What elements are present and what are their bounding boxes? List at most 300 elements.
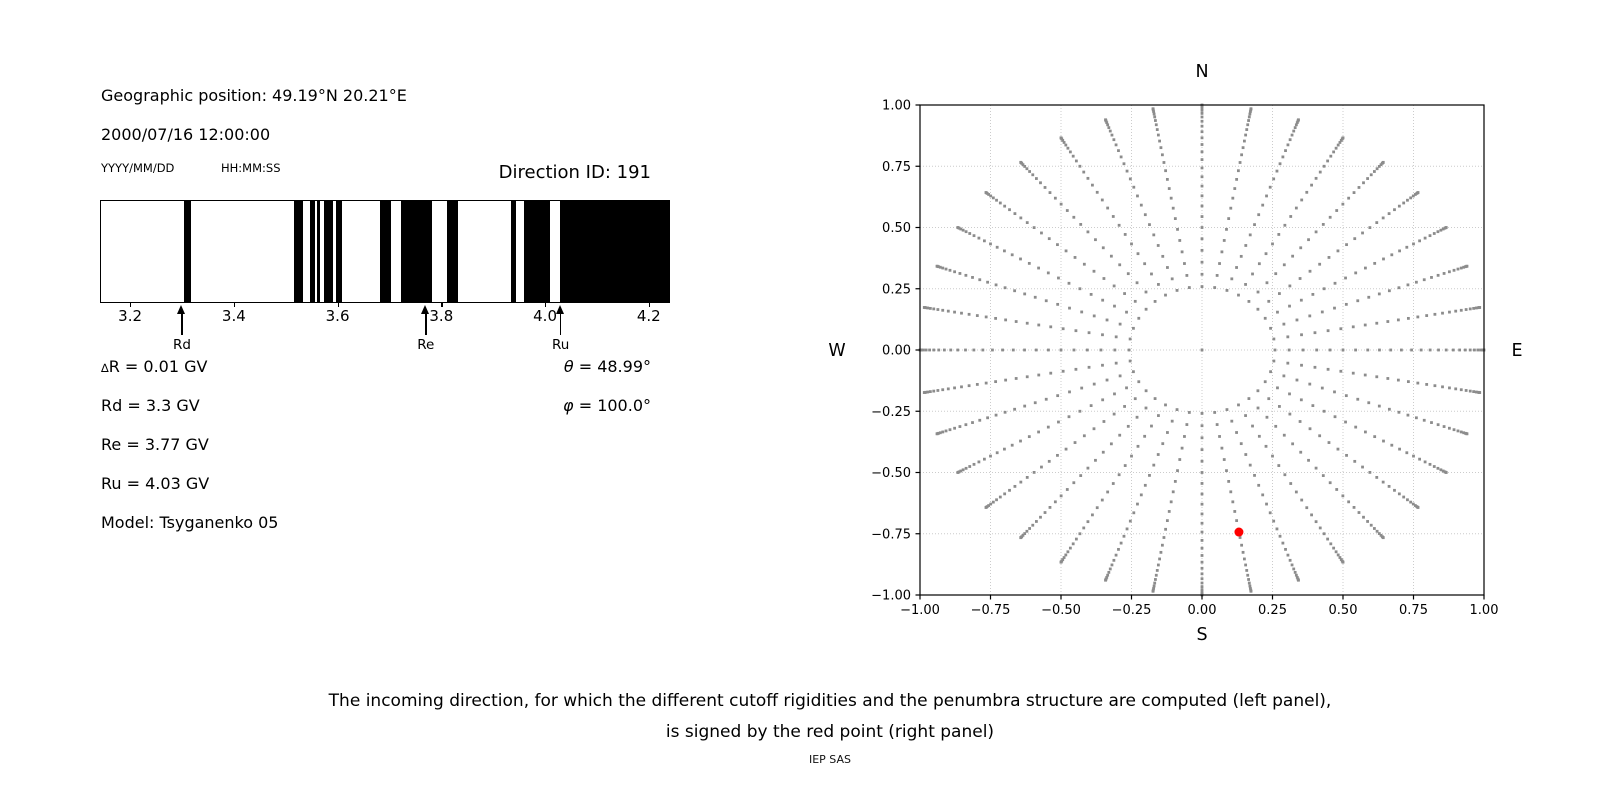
direction-dot xyxy=(1004,379,1007,382)
direction-dot xyxy=(1473,349,1476,352)
figure-caption xyxy=(60,686,1600,748)
rd-line: Rd = 3.3 GV xyxy=(101,396,200,415)
direction-dot xyxy=(1218,262,1221,265)
direction-dot xyxy=(1333,390,1336,393)
direction-dot xyxy=(1048,460,1051,463)
direction-dot xyxy=(1201,143,1204,146)
direction-dot xyxy=(1126,528,1129,531)
direction-dot xyxy=(1037,267,1040,270)
y-tick-label: 1.00 xyxy=(882,98,911,114)
direction-dot xyxy=(1390,444,1393,447)
direction-dot xyxy=(1201,582,1204,585)
direction-dot xyxy=(1201,194,1204,197)
direction-dot xyxy=(1390,253,1393,256)
direction-dot xyxy=(1143,262,1146,265)
direction-dot xyxy=(1345,243,1348,246)
direction-dot xyxy=(1201,285,1204,288)
direction-dot xyxy=(1353,506,1356,509)
direction-dot xyxy=(1040,466,1043,469)
direction-dot xyxy=(1237,404,1240,407)
direction-dot xyxy=(1124,233,1127,236)
direction-dot xyxy=(1265,252,1268,255)
direction-dot xyxy=(1327,368,1330,371)
direction-dot xyxy=(978,278,981,281)
y-tick-label: 0.00 xyxy=(882,343,911,359)
direction-dot xyxy=(995,199,998,202)
direction-dot xyxy=(1132,511,1135,514)
direction-dot xyxy=(1026,375,1029,378)
direction-dot xyxy=(1416,382,1419,385)
compass-label-north: N xyxy=(1195,62,1209,82)
direction-dot xyxy=(1231,197,1234,200)
y-tick-label: −0.50 xyxy=(871,466,911,481)
direction-dot xyxy=(1037,324,1040,327)
direction-dot xyxy=(1245,569,1248,572)
arrow-stem xyxy=(425,313,427,335)
direction-dot xyxy=(1406,498,1409,501)
caption-line2: is signed by the red point (right panel) xyxy=(665,722,995,742)
direction-dot xyxy=(1291,564,1294,567)
re-line: Re = 3.77 GV xyxy=(101,435,209,454)
direction-dot xyxy=(1075,329,1078,332)
direction-dot xyxy=(1434,384,1437,387)
direction-dot xyxy=(1415,416,1418,419)
direction-dot xyxy=(1072,542,1075,545)
direction-dot xyxy=(1257,484,1260,487)
direction-dot xyxy=(953,427,956,430)
direction-dot xyxy=(1323,532,1326,535)
direction-dot xyxy=(1361,466,1364,469)
direction-dot xyxy=(1257,407,1260,410)
direction-dot xyxy=(1226,408,1229,411)
direction-dot xyxy=(1472,307,1475,310)
direction-dot xyxy=(1110,255,1113,258)
forbidden-band xyxy=(447,201,458,302)
direction-dot xyxy=(1272,360,1275,363)
direction-dot xyxy=(1113,285,1116,288)
direction-dot xyxy=(953,270,956,273)
direction-dot xyxy=(1261,493,1264,496)
direction-dot xyxy=(1087,467,1090,470)
direction-dot xyxy=(1101,199,1104,202)
direction-dot xyxy=(1460,388,1463,391)
direction-dot xyxy=(1060,136,1063,139)
credit-text: IEP SAS xyxy=(808,753,852,766)
direction-dot xyxy=(1201,261,1204,264)
direction-dot xyxy=(1274,272,1277,275)
direction-dot xyxy=(1100,349,1103,352)
forbidden-band xyxy=(401,201,433,302)
direction-dot xyxy=(1295,207,1298,210)
direction-dot xyxy=(1023,293,1026,296)
forbidden-band xyxy=(184,201,191,302)
direction-dot xyxy=(1161,255,1164,258)
direction-dot xyxy=(1476,349,1479,352)
direction-dot xyxy=(1201,554,1204,557)
direction-dot xyxy=(925,349,928,352)
direction-dot xyxy=(1292,130,1295,133)
direction-dot xyxy=(1221,447,1224,450)
direction-dot xyxy=(1277,464,1280,467)
direction-dot xyxy=(1031,524,1034,527)
direction-dot xyxy=(1448,311,1451,314)
direction-dot xyxy=(1136,503,1139,506)
direction-dot xyxy=(1160,551,1163,554)
direction-dot xyxy=(1154,119,1157,122)
direction-dot xyxy=(1145,308,1148,311)
direction-dot xyxy=(1407,414,1410,417)
direction-dot xyxy=(964,349,967,352)
direction-dot xyxy=(1088,366,1091,369)
direction-dot xyxy=(1176,408,1179,411)
direction-dot xyxy=(1069,547,1072,550)
direction-dot xyxy=(1327,329,1330,332)
direction-dot xyxy=(1047,349,1050,352)
direction-dot xyxy=(1353,237,1356,240)
direction-dot xyxy=(968,465,971,468)
direction-dot xyxy=(1237,169,1240,172)
direction-dot xyxy=(1201,503,1204,506)
penumbra-tick-label: 4.0 xyxy=(533,307,557,325)
direction-dot xyxy=(1227,217,1230,220)
direction-dot xyxy=(1243,558,1246,561)
direction-dot xyxy=(1373,527,1376,530)
direction-dot xyxy=(1019,217,1022,220)
direction-dot xyxy=(1345,303,1348,306)
direction-dot xyxy=(1441,385,1444,388)
direction-dot xyxy=(1087,230,1090,233)
direction-dot xyxy=(1397,319,1400,322)
direction-dot xyxy=(1274,349,1277,352)
penumbra-bands xyxy=(101,201,669,302)
direction-dot xyxy=(941,431,944,434)
direction-dot xyxy=(1008,208,1011,211)
direction-dot xyxy=(1201,471,1204,474)
direction-dot xyxy=(977,461,980,464)
direction-dot xyxy=(1082,171,1085,174)
forbidden-band xyxy=(560,201,669,302)
direction-dot xyxy=(1445,471,1448,474)
direction-dot xyxy=(1386,320,1389,323)
direction-dot xyxy=(992,196,995,199)
direction-dot xyxy=(1161,442,1164,445)
direction-dot xyxy=(1248,300,1251,303)
direction-dot xyxy=(1201,561,1204,564)
forbidden-band xyxy=(336,201,341,302)
direction-dot xyxy=(1425,314,1428,317)
direction-dot xyxy=(1201,215,1204,218)
direction-dot xyxy=(1257,308,1260,311)
direction-dot xyxy=(1436,230,1439,233)
direction-dot xyxy=(1201,585,1204,588)
direction-dot xyxy=(1093,427,1096,430)
direction-dot xyxy=(1166,266,1169,269)
direction-dot xyxy=(1297,579,1300,582)
direction-dot xyxy=(1172,207,1175,210)
direction-dot xyxy=(964,423,967,426)
direction-dot xyxy=(1309,270,1312,273)
y-tick-label: 0.25 xyxy=(882,282,911,298)
direction-dot xyxy=(1028,170,1031,173)
direction-dot xyxy=(1201,539,1204,542)
direction-dot xyxy=(1281,156,1284,159)
direction-dot xyxy=(1123,535,1126,538)
direction-dot xyxy=(1445,349,1448,352)
direction-dot xyxy=(1245,128,1248,131)
direction-dot xyxy=(1258,262,1261,265)
direction-dot xyxy=(1378,349,1381,352)
direction-dot xyxy=(1244,564,1247,567)
direction-dot xyxy=(1011,444,1014,447)
direction-dot xyxy=(1464,349,1467,352)
direction-dot xyxy=(964,274,967,277)
direction-dot xyxy=(1267,300,1270,303)
direction-dot xyxy=(1244,244,1247,247)
direction-dot xyxy=(1344,421,1347,424)
direction-dot xyxy=(1326,538,1329,541)
x-tick-label: 0.75 xyxy=(1399,603,1428,618)
direction-dot xyxy=(1240,442,1243,445)
phi-line xyxy=(450,396,651,415)
direction-dot xyxy=(1226,289,1229,292)
direction-dot xyxy=(1402,496,1405,499)
direction-dot xyxy=(1174,217,1177,220)
direction-dot xyxy=(1107,126,1110,129)
direction-dot xyxy=(1026,476,1029,479)
direction-dot xyxy=(1300,299,1303,302)
direction-dot xyxy=(1362,181,1365,184)
direction-dot xyxy=(1382,440,1385,443)
direction-dot xyxy=(1289,482,1292,485)
compass-label-east: E xyxy=(1511,341,1523,361)
direction-dot xyxy=(977,237,980,240)
direction-dot xyxy=(1284,548,1287,551)
direction-dot xyxy=(1056,454,1059,457)
x-tick-label: 0.25 xyxy=(1258,603,1287,618)
marker-label: Ru xyxy=(551,337,570,353)
direction-dot xyxy=(1402,202,1405,205)
direction-dot xyxy=(1096,506,1099,509)
direction-dot xyxy=(1378,293,1381,296)
direction-dot xyxy=(1315,230,1318,233)
direction-dot xyxy=(1102,451,1105,454)
direction-dot xyxy=(1154,578,1157,581)
direction-dot xyxy=(1104,118,1107,121)
direction-dot xyxy=(1003,249,1006,252)
direction-dot xyxy=(1044,511,1047,514)
direction-dot xyxy=(1364,324,1367,327)
direction-dot xyxy=(1230,420,1233,423)
direction-dot xyxy=(1144,213,1147,216)
direction-dot xyxy=(1049,506,1052,509)
direction-dot xyxy=(1033,471,1036,474)
direction-dot xyxy=(1164,169,1167,172)
direction-dot xyxy=(1014,485,1017,488)
direction-dot xyxy=(1406,199,1409,202)
direction-dot xyxy=(1253,223,1256,226)
y-tick-label: −1.00 xyxy=(871,588,911,604)
direction-dot xyxy=(1410,349,1413,352)
direction-dot xyxy=(1201,130,1204,133)
direction-dot xyxy=(1375,322,1378,325)
direction-dot xyxy=(1373,262,1376,265)
direction-dot xyxy=(1201,482,1204,485)
direction-dot xyxy=(1433,465,1436,468)
cutoff-parameters xyxy=(101,357,278,552)
direction-dot xyxy=(1276,311,1279,314)
direction-dot xyxy=(1028,527,1031,530)
direction-dot xyxy=(1166,519,1169,522)
direction-dot xyxy=(1049,191,1052,194)
direction-dot xyxy=(1035,520,1038,523)
direction-dot xyxy=(1276,170,1279,173)
direction-dot xyxy=(1132,186,1135,189)
direction-dot xyxy=(1057,277,1060,280)
direction-dot xyxy=(1037,374,1040,377)
direction-dot xyxy=(1201,436,1204,439)
direction-dot xyxy=(1235,431,1238,434)
direction-dot xyxy=(1332,547,1335,550)
direction-dot xyxy=(943,349,946,352)
direction-dot xyxy=(1436,467,1439,470)
direction-dot xyxy=(1161,153,1164,156)
arrow-stem xyxy=(560,313,562,335)
direction-dot xyxy=(1398,286,1401,289)
direction-dot xyxy=(1064,144,1067,147)
direction-dot xyxy=(1420,349,1423,352)
direction-dot xyxy=(1257,291,1260,294)
direction-dot xyxy=(1078,165,1081,168)
direction-dot xyxy=(1078,410,1081,413)
direction-dot xyxy=(1015,377,1018,380)
direction-dot xyxy=(1466,265,1469,268)
direction-dot xyxy=(956,226,959,229)
direction-dot xyxy=(1367,401,1370,404)
forbidden-band xyxy=(380,201,391,302)
direction-dot xyxy=(1155,123,1158,126)
direction-dot xyxy=(1382,217,1385,220)
direction-dot xyxy=(1310,184,1313,187)
direction-dot xyxy=(1314,331,1317,334)
direction-dot xyxy=(1307,459,1310,462)
direction-dot xyxy=(1423,278,1426,281)
direction-dot xyxy=(1080,311,1083,314)
direction-dot xyxy=(1405,451,1408,454)
direction-dot xyxy=(1188,411,1191,414)
direction-dot xyxy=(999,202,1002,205)
direction-dot xyxy=(1075,160,1078,163)
direction-dot xyxy=(1127,425,1130,428)
date-format-label: YYYY/MM/DD xyxy=(101,161,175,175)
compass-label-south: S xyxy=(1196,625,1208,645)
direction-dot xyxy=(1329,155,1332,158)
direction-dot xyxy=(960,312,963,315)
direction-dot xyxy=(1103,420,1106,423)
forbidden-band xyxy=(324,201,333,302)
direction-dot xyxy=(1130,243,1133,246)
direction-dot xyxy=(1323,165,1326,168)
direction-dot xyxy=(1201,567,1204,570)
direction-dot xyxy=(1157,453,1160,456)
direction-dot xyxy=(1309,427,1312,430)
direction-dot xyxy=(1019,481,1022,484)
direction-dot xyxy=(1424,237,1427,240)
direction-dot xyxy=(1416,316,1419,319)
direction-dot xyxy=(959,425,962,428)
direction-dot xyxy=(983,239,986,242)
direction-dot xyxy=(1044,186,1047,189)
direction-dot xyxy=(1458,349,1461,352)
direction-dot xyxy=(1039,181,1042,184)
direction-dot xyxy=(995,283,998,286)
direction-dot xyxy=(949,428,952,431)
direction-dot xyxy=(1315,467,1318,470)
direction-dot xyxy=(1019,161,1022,164)
direction-dot xyxy=(1087,177,1090,180)
direction-dot xyxy=(1028,435,1031,438)
direction-dot xyxy=(1264,380,1267,383)
delta-value: R = 0.01 GV xyxy=(108,357,208,376)
direction-dot xyxy=(1233,510,1236,513)
direction-dot xyxy=(1429,349,1432,352)
direction-dot xyxy=(1271,243,1274,246)
direction-dot xyxy=(1136,281,1139,284)
direction-dot xyxy=(1353,191,1356,194)
direction-dot xyxy=(1117,548,1120,551)
direction-dot xyxy=(1176,289,1179,292)
direction-dot xyxy=(1019,258,1022,261)
direction-dot xyxy=(1443,425,1446,428)
direction-dot xyxy=(1364,431,1367,434)
direction-dot xyxy=(981,349,984,352)
direction-dot xyxy=(941,388,944,391)
direction-dot xyxy=(1370,173,1373,176)
direction-dot xyxy=(1068,307,1071,310)
direction-dot xyxy=(1366,349,1369,352)
direction-dot xyxy=(923,306,926,309)
direction-dot xyxy=(1201,249,1204,252)
direction-dot xyxy=(1132,327,1135,330)
direction-dot xyxy=(1068,282,1071,285)
direction-dot xyxy=(1113,305,1116,308)
direction-dot xyxy=(1060,494,1063,497)
direction-dot xyxy=(1034,296,1037,299)
direction-dot xyxy=(1353,460,1356,463)
direction-dot xyxy=(1004,319,1007,322)
direction-dot xyxy=(1269,327,1272,330)
direction-dot xyxy=(1054,500,1057,503)
direction-dot xyxy=(976,383,979,386)
direction-dot xyxy=(1247,119,1250,122)
direction-dot xyxy=(1375,375,1378,378)
direction-dot xyxy=(1223,239,1226,242)
direction-dot xyxy=(1106,319,1109,322)
direction-dot xyxy=(1134,300,1137,303)
red-point xyxy=(1234,528,1243,537)
direction-dot xyxy=(1072,481,1075,484)
direction-dot xyxy=(1019,536,1022,539)
direction-dot xyxy=(1457,268,1460,271)
direction-dot xyxy=(1318,434,1321,437)
direction-dot xyxy=(1453,428,1456,431)
direction-dot xyxy=(1140,493,1143,496)
direction-dot xyxy=(1282,374,1285,377)
penumbra-tick-label: 3.6 xyxy=(325,307,350,325)
forbidden-band xyxy=(317,201,320,302)
direction-dot xyxy=(1339,370,1342,373)
direction-dot xyxy=(985,382,988,385)
direction-dot xyxy=(1201,493,1204,496)
